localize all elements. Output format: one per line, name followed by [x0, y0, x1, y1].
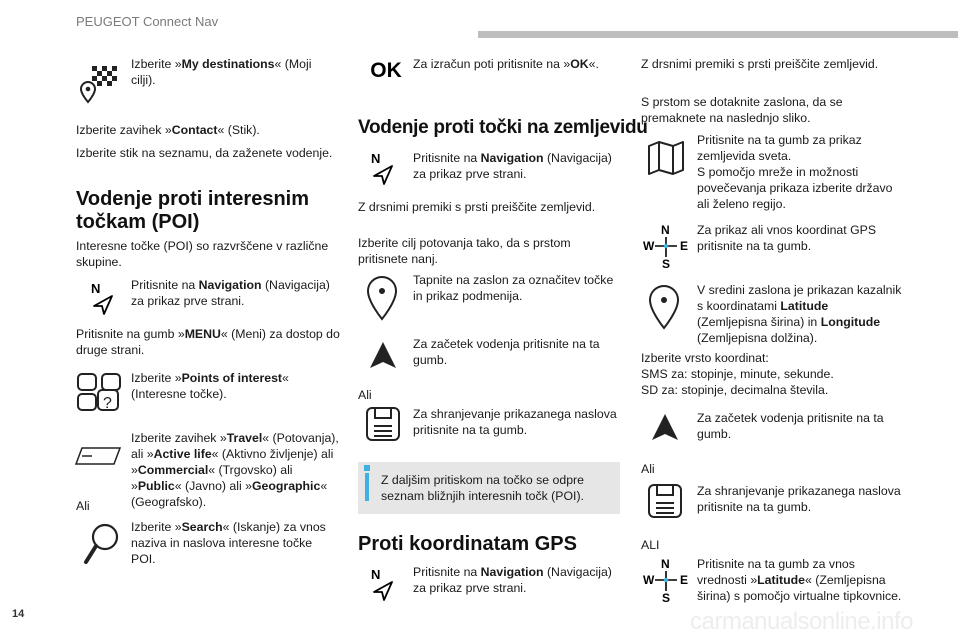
text-select-destination: Izberite cilj potovanja tako, da s prstom pritisnete nanj. [358, 236, 571, 266]
text-or: Ali [76, 499, 90, 513]
svg-text:N: N [371, 567, 381, 582]
start-guidance-arrow-icon [368, 340, 398, 370]
navigation-arrow-icon [366, 566, 398, 602]
text-poi-intro: Interesne točke (POI) so razvrščene v različne skupine. [76, 239, 329, 269]
info-text: Z daljšim pritiskom na točko se odpre seznam bližnjih interesnih točk (POI). [381, 473, 584, 503]
svg-text:N: N [91, 281, 101, 296]
info-box [358, 462, 620, 514]
heading-poi: Vodenje proti interesnim točkam (POI) [76, 188, 309, 233]
text-search: Izberite »Search« (Iskanje) za vnos naziva in naslova interesne točke POI. [131, 520, 326, 566]
navigation-arrow-icon [86, 280, 118, 316]
text-tap-screen: Tapnite na zaslon za označitev točke in prikaz podmenija. [413, 273, 614, 303]
save-address-icon [364, 405, 402, 443]
compass-n: N [661, 557, 670, 571]
compass-s: S [662, 591, 671, 605]
text-world-map: Pritisnite na ta gumb za prikaz zemljevida sveta. S pomočjo mreže in možnosti povečevanja prikaza izberite državo ali želeno regijo. [697, 133, 893, 211]
text-start-guidance: Za začetek vodenja pritisnite na ta gumb. [413, 337, 600, 367]
text-press-ok: Za izračun poti pritisnite na »OK«. [413, 57, 599, 71]
text-select-category-tab: Izberite zavihek »Travel« (Potovanja), ali »Active life« (Aktivno življenje) ali »Commercial« (Trgovsko) ali »Public« (Javno) ali »Geographic« (Geografsko). [131, 431, 339, 509]
svg-text:?: ? [103, 395, 112, 412]
text-press-navigation-map: Pritisnite na Navigation (Navigacija) za prikaz prve strani. [413, 151, 612, 181]
compass-w: W [643, 573, 655, 587]
text-press-menu: Pritisnite na gumb »MENU« (Meni) za dostop do druge strani. [76, 327, 340, 357]
compass-s: S [662, 257, 671, 271]
location-pin-icon [364, 274, 400, 322]
text-start-guidance-2: Za začetek vodenja pritisnite na ta gumb. [697, 411, 884, 441]
compass-n: N [661, 223, 670, 237]
compass-e: E [680, 573, 689, 587]
text-my-destinations: Izberite »My destinations« (Moji cilji). [131, 57, 312, 87]
page-number: 14 [12, 608, 25, 620]
svg-text:N: N [371, 151, 381, 166]
info-icon [364, 465, 370, 471]
text-save-address: Za shranjevanje prikazanega naslova pritisnite na ta gumb. [413, 407, 617, 437]
header-bar [478, 31, 958, 38]
world-map-icon [646, 138, 686, 176]
heading-map-point: Vodenje proti točki na zemljevidu [358, 117, 648, 138]
gps-compass-icon [643, 557, 689, 609]
poi-categories-icon [76, 368, 124, 414]
heading-gps: Proti koordinatam GPS [358, 533, 577, 555]
info-icon-bar [365, 473, 369, 501]
text-touch-next-image: S prstom se dotaknite zaslona, da se premaknete na naslednjo sliko. [641, 95, 843, 125]
text-press-navigation: Pritisnite na Navigation (Navigacija) za prikaz prve strani. [131, 278, 330, 308]
page-header-title: PEUGEOT Connect Nav [76, 14, 219, 29]
checkered-flag-pin-icon [78, 60, 120, 104]
text-select-contact: Izberite stik na seznamu, da zaženete vodenje. [76, 146, 333, 160]
ok-button-icon: OK [370, 59, 402, 82]
tab-category-icon [74, 444, 124, 468]
search-magnifier-icon [82, 520, 122, 566]
text-coord-type: Izberite vrsto koordinat: SMS za: stopinje, minute, sekunde. SD za: stopinje, decimalna števila. [641, 351, 834, 397]
text-press-navigation-gps: Pritisnite na Navigation (Navigacija) za prikaz prve strani. [413, 565, 612, 595]
gps-compass-icon [643, 223, 689, 275]
text-swipe-map: Z drsnimi premiki s prsti preiščite zemljevid. [358, 200, 596, 214]
compass-w: W [643, 239, 655, 253]
text-or-caps: ALI [641, 538, 660, 552]
text-or: Ali [358, 388, 372, 402]
text-save-address-2: Za shranjevanje prikazanega naslova pritisnite na ta gumb. [697, 484, 901, 514]
text-enter-latitude: Pritisnite na ta gumb za vnos vrednosti »Latitude« (Zemljepisna širina) s pomočjo virtualne tipkovnice. [697, 557, 902, 603]
text-gps-coords: Za prikaz ali vnos koordinat GPS pritisnite na ta gumb. [697, 223, 877, 253]
navigation-arrow-icon [366, 150, 398, 186]
save-address-icon [646, 482, 684, 520]
text-select-contact-tab: Izberite zavihek »Contact« (Stik). [76, 123, 260, 137]
text-or: Ali [641, 462, 655, 476]
watermark: carmanualsonline.info [690, 608, 913, 635]
text-marker-coords: V sredini zaslona je prikazan kazalnik s koordinatami Latitude (Zemljepisna širina) in Longitude (Zemljepisna dolžina). [697, 283, 902, 345]
text-swipe-map-2: Z drsnimi premiki s prsti preiščite zemljevid. [641, 57, 879, 71]
text-points-of-interest: Izberite »Points of interest« (Interesne točke). [131, 371, 289, 401]
location-pin-icon [646, 283, 682, 331]
compass-e: E [680, 239, 689, 253]
start-guidance-arrow-icon [650, 412, 680, 442]
